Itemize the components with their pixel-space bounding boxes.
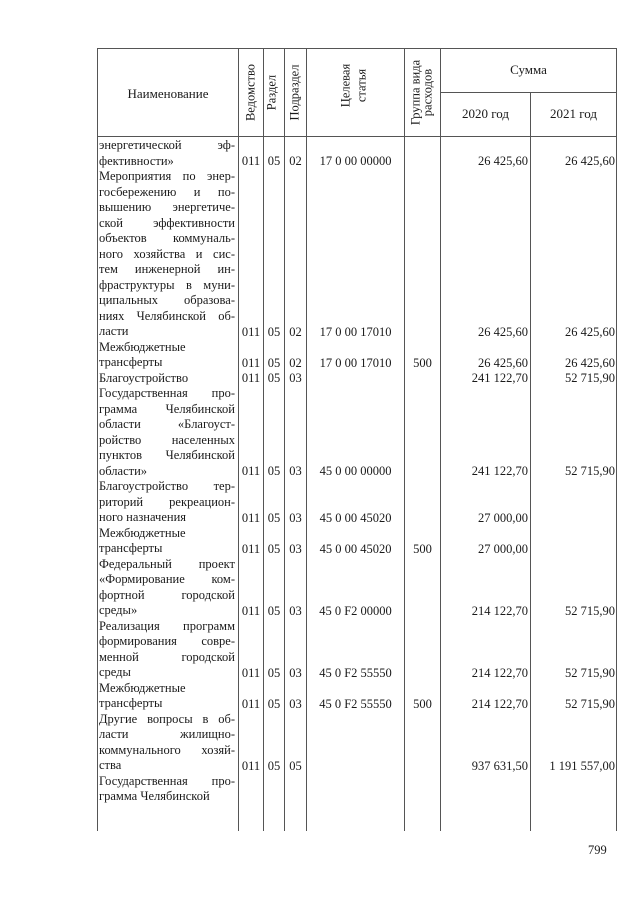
row-podrazdel: 02 (289, 355, 302, 370)
row-name-line: среды» (99, 603, 138, 617)
row-podrazdel: 03 (289, 541, 302, 556)
row-name-line: Межбюджетные (99, 525, 186, 540)
row-razdel: 05 (267, 154, 281, 168)
row-name (99, 774, 235, 805)
row-summa-2020: 241 122,70 (471, 464, 528, 478)
row-tselevaya-statya: 45 0 00 45020 (319, 541, 392, 556)
row-vedomstvo: 011 (241, 758, 261, 773)
row-vedomstvo: 011 (241, 371, 261, 385)
header-vedomstvo: Ведомство (243, 63, 258, 122)
row-podrazdel: 03 (289, 665, 302, 680)
row-name-line: коммунального хозяй- (99, 742, 235, 757)
row-name-line: Государственная про- (99, 386, 235, 400)
row-name-line: ройство населенных (99, 432, 235, 447)
row-name-line: риторий рекреацион- (99, 494, 235, 509)
row-summa-2020: 214 122,70 (471, 696, 528, 711)
row-name-line: формирования совре- (99, 634, 235, 648)
row-name-line: Благоустройство тер- (99, 479, 235, 493)
header-gruppa-1: Группа вида (408, 59, 423, 126)
row-razdel: 05 (267, 371, 281, 385)
row-vedomstvo: 011 (241, 603, 261, 618)
row-summa-2020: 937 631,50 (471, 758, 528, 773)
row-name (99, 681, 235, 712)
row-name (99, 340, 235, 371)
row-summa-2020: 26 425,60 (478, 154, 528, 168)
row-tselevaya-statya: 45 0 F2 00000 (319, 603, 392, 618)
row-name-line: Государственная про- (99, 773, 235, 788)
row-name-line: объектов коммуналь- (99, 231, 235, 245)
row-name-line: трансферты (99, 696, 163, 710)
row-summa-2021: 26 425,60 (565, 355, 615, 370)
row-vedomstvo: 011 (241, 665, 261, 680)
row-vedomstvo: 011 (241, 696, 261, 711)
row-tselevaya-statya: 45 0 F2 55550 (319, 665, 392, 680)
header-podrazdel: Подраздел (287, 64, 302, 121)
row-summa-2021: 26 425,60 (565, 154, 615, 168)
row-summa-2020: 214 122,70 (471, 603, 528, 618)
row-summa-2021: 52 715,90 (565, 696, 615, 711)
header-summa: Сумма (510, 62, 547, 77)
row-tselevaya-statya: 17 0 00 00000 (319, 154, 392, 168)
row-name-line: ласти жилищно- (99, 727, 235, 741)
row-gruppa-rashodov: 500 (413, 541, 432, 556)
header-tselevaya-2: статья (354, 68, 369, 103)
row-name-line: ципальных образова- (99, 293, 235, 307)
row-name-line: Федеральный проект (99, 556, 235, 571)
header-razdel: Раздел (264, 74, 279, 111)
row-name-line: Другие вопросы в об- (99, 711, 235, 726)
row-name-line: Межбюджетные (99, 680, 186, 695)
row-name-line: среды (99, 665, 131, 679)
row-summa-2021: 26 425,60 (565, 324, 615, 339)
row-name-line: фортной городской (99, 587, 235, 602)
row-razdel: 05 (267, 541, 281, 556)
row-name-line: ного назначения (99, 510, 187, 524)
row-name-line: грамма Челябинской (99, 401, 235, 416)
row-name-line: Благоустройство (99, 370, 189, 385)
row-podrazdel: 05 (289, 758, 302, 773)
row-name-line: ской эффективности (99, 215, 235, 230)
row-summa-2020: 27 000,00 (478, 541, 528, 556)
row-name-line: трансферты (99, 541, 163, 555)
row-name (99, 526, 235, 557)
row-summa-2021: 52 715,90 (565, 371, 615, 385)
col-rule-cs (404, 48, 405, 831)
row-name-line: ласти (99, 324, 129, 338)
row-razdel: 05 (267, 603, 281, 618)
row-summa-2020: 26 425,60 (478, 324, 528, 339)
row-razdel: 05 (267, 758, 281, 773)
row-name (99, 619, 235, 681)
row-name-line: ниях Челябинской об- (99, 308, 235, 323)
row-name-line: трансферты (99, 355, 163, 369)
row-vedomstvo: 011 (241, 324, 261, 339)
row-name (99, 138, 235, 169)
row-tselevaya-statya: 17 0 00 17010 (319, 355, 392, 370)
row-vedomstvo: 011 (241, 541, 261, 556)
row-name (99, 169, 235, 340)
row-summa-2021: 52 715,90 (565, 464, 615, 478)
col-rule-right (616, 48, 617, 831)
row-razdel: 05 (267, 464, 281, 478)
row-podrazdel: 03 (289, 603, 302, 618)
row-tselevaya-statya: 45 0 00 00000 (319, 464, 392, 478)
col-rule-left (97, 48, 98, 831)
row-name-line: вышению энергетиче- (99, 200, 235, 214)
row-name-line: фраструктуры в муни- (99, 277, 235, 292)
row-tselevaya-statya: 45 0 00 45020 (319, 510, 392, 525)
row-podrazdel: 03 (289, 464, 302, 478)
row-name-line: энергетической эф- (99, 138, 235, 152)
header-bottom-rule (97, 136, 616, 137)
row-tselevaya-statya: 17 0 00 17010 (319, 324, 392, 339)
row-name-line: области «Благоуст- (99, 417, 235, 431)
row-podrazdel: 02 (289, 154, 302, 168)
row-name (99, 479, 235, 526)
row-podrazdel: 02 (289, 324, 302, 339)
row-summa-2020: 214 122,70 (471, 665, 528, 680)
header-tselevaya-1: Целевая (338, 63, 353, 108)
row-vedomstvo: 011 (241, 464, 261, 478)
row-name (99, 712, 235, 774)
row-vedomstvo: 011 (241, 510, 261, 525)
row-name-line: ства (99, 758, 122, 772)
row-gruppa-rashodov: 500 (413, 696, 432, 711)
row-vedomstvo: 011 (241, 154, 261, 168)
row-summa-2021: 52 715,90 (565, 603, 615, 618)
row-vedomstvo: 011 (241, 355, 261, 370)
row-razdel: 05 (267, 510, 281, 525)
row-podrazdel: 03 (289, 696, 302, 711)
row-name-line: госбережению и по- (99, 184, 235, 199)
row-summa-2021: 1 191 557,00 (549, 758, 615, 773)
row-name-line: ного хозяйства и сис- (99, 246, 235, 261)
row-summa-2020: 241 122,70 (471, 371, 528, 385)
row-name-line: Реализация программ (99, 618, 235, 633)
row-name-line: области» (99, 463, 148, 478)
row-razdel: 05 (267, 665, 281, 680)
row-name (99, 386, 235, 479)
row-name-line: фективности» (99, 153, 174, 168)
header-year-2020: 2020 год (462, 106, 509, 121)
row-name-line: грамма Челябинской (99, 789, 210, 803)
row-gruppa-rashodov: 500 (413, 355, 432, 370)
row-summa-2020: 26 425,60 (478, 355, 528, 370)
col-rule-2020 (530, 92, 531, 831)
header-gruppa-2: расходов (420, 68, 435, 117)
row-name (99, 371, 235, 387)
summa-divider-rule (440, 92, 616, 93)
row-tselevaya-statya: 45 0 F2 55550 (319, 696, 392, 711)
page-number: 799 (588, 843, 607, 857)
row-name-line: тем инженерной ин- (99, 262, 235, 276)
header-year-2021: 2021 год (550, 106, 597, 121)
row-razdel: 05 (267, 355, 281, 370)
row-name (99, 557, 235, 619)
row-name-line: менной городской (99, 649, 235, 664)
row-summa-2021: 52 715,90 (565, 665, 615, 680)
row-name-line: Мероприятия по энер- (99, 169, 235, 183)
row-name-line: «Формирование ком- (99, 572, 235, 586)
row-razdel: 05 (267, 696, 281, 711)
row-summa-2020: 27 000,00 (478, 510, 528, 525)
row-razdel: 05 (267, 324, 281, 339)
row-name-line: Межбюджетные (99, 339, 186, 354)
header-name: Наименование (127, 86, 209, 101)
row-name-line: пунктов Челябинской (99, 448, 235, 462)
row-podrazdel: 03 (289, 510, 302, 525)
row-podrazdel: 03 (289, 371, 302, 385)
